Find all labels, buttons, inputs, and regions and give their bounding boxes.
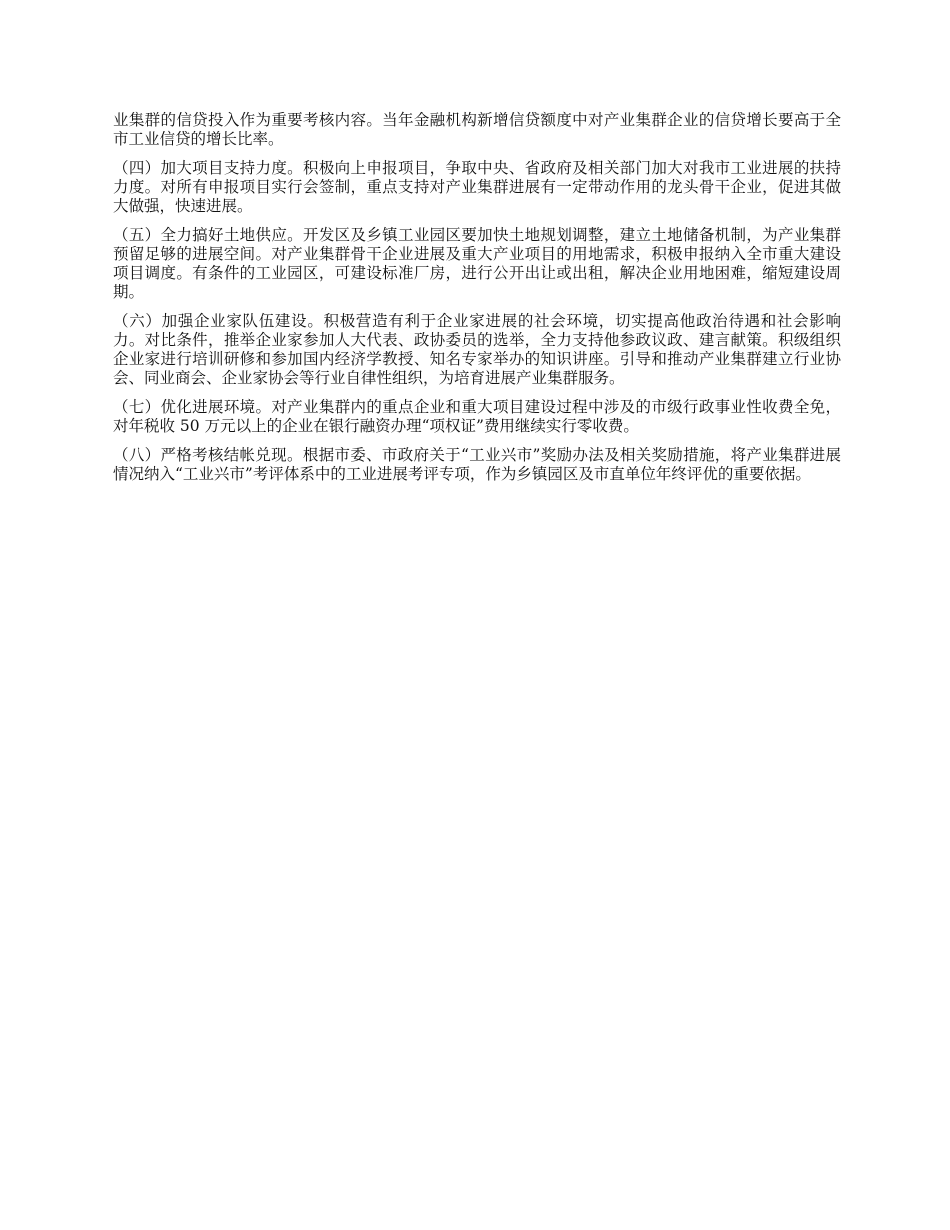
paragraph-credit-continuation: 业集群的信贷投入作为重要考核内容。当年金融机构新增信贷额度中对产业集群企业的信贷增长要高于全市工业信贷的增长比率。 bbox=[113, 111, 841, 148]
paragraph-entrepreneur-team: （六）加强企业家队伍建设。积极营造有利于企业家进展的社会环境，切实提高他政治待遇和社会影响力。对比条件，推举企业家参加人大代表、政协委员的选举，全力支持他参政议政、建言献策。积级组织企业家进行培训研修和参加国内经济学教授、知名专家举办的知识讲座。引导和推动产业集群建立行业协会、同业商会、企业家协会等行业自律性组织，为培育进展产业集群服务。 bbox=[113, 312, 841, 387]
paragraph-assessment: （八）严格考核结帐兑现。根据市委、市政府关于“工业兴市”奖励办法及相关奖励措施，将产业集群进展情况纳入“工业兴市”考评体系中的工业进展考评专项，作为乡镇园区及市直单位年终评优的重要依据。 bbox=[113, 446, 841, 483]
document-body bbox=[113, 111, 841, 494]
paragraph-environment: （七）优化进展环境。对产业集群内的重点企业和重大项目建设过程中涉及的市级行政事业性收费全免，对年税收 50 万元以上的企业在银行融资办理“项权证”费用继续实行零收费。 bbox=[113, 398, 841, 435]
paragraph-land-supply: （五）全力搞好土地供应。开发区及乡镇工业园区要加快土地规划调整，建立土地储备机制，为产业集群预留足够的进展空间。对产业集群骨干企业进展及重大产业项目的用地需求，积极申报纳入全市重大建设项目调度。有条件的工业园区，可建设标准厂房，进行公开出让或出租，解决企业用地困难，缩短建设周期。 bbox=[113, 226, 841, 301]
paragraph-project-support: （四）加大项目支持力度。积极向上申报项目，争取中央、省政府及相关部门加大对我市工业进展的扶持力度。对所有申报项目实行会签制，重点支持对产业集群进展有一定带动作用的龙头骨干企业，促进其做大做强，快速进展。 bbox=[113, 159, 841, 215]
